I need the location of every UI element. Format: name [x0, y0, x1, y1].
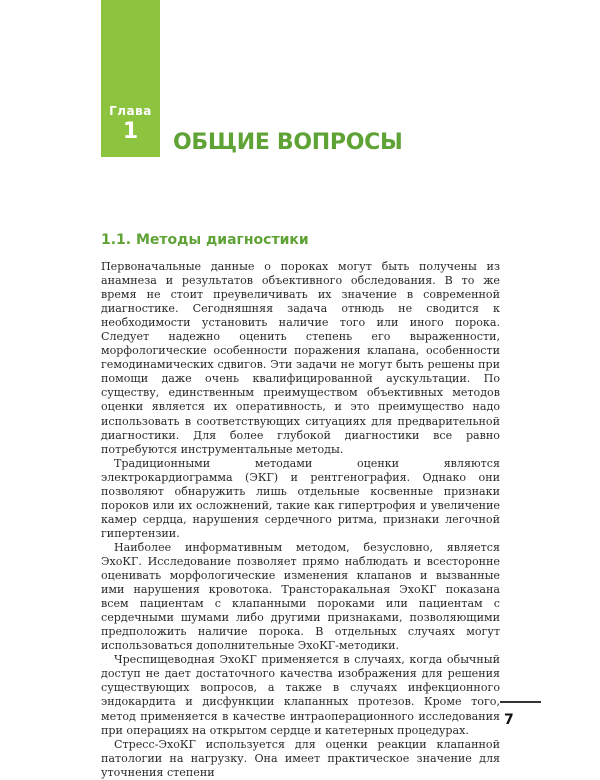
chapter-number: 1 — [122, 119, 139, 144]
paragraph: Первоначальные данные о пороках могут быть получены из анамнеза и результатов объективного обследования. В то же время не стоит преувеличивать их значение в современной диагностике. Сегодняшняя задача отнюдь не сводится к необходимости установить наличие того или иного порока. Следует надежно оценить степень его выраженности, морфологические особенности поражения клапана, особенности гемодинамических сдвигов. Эти задачи не могут быть решены при помощи даже очень квалифицированной аускультации. По существу, единственным преимуществом объективных методов оценки является их оперативность, и это преимущество надо использовать в соответствующих ситуациях для предварительной диагностики. Для более глубокой диагностики все равно потребуются инструментальные методы. — [101, 260, 500, 456]
chapter-label: Глава — [109, 104, 152, 118]
chapter-title: ОБЩИЕ ВОПРОСЫ — [173, 130, 403, 155]
paragraph: Чреспищеводная ЭхоКГ применяется в случаях, когда обычный доступ не дает достаточного качества изображения для решения существующих вопросов, а также в случаях инфекционного эндокардита и дисфункции клапанных протезов. Кроме того, метод применяется в качестве интраоперационного исследования при операциях на открытом сердце и катетерных процедурах. — [101, 653, 500, 737]
body-text — [101, 260, 500, 780]
page-number: 7 — [504, 712, 514, 728]
paragraph: Традиционными методами оценки являются электрокардиограмма (ЭКГ) и рентгенография. Однако они позволяют обнаружить лишь отдельные косвенные признаки пороков или их осложнений, такие как гипертрофия и увеличение камер сердца, нарушения сердечного ритма, признаки легочной гипертензии. — [101, 456, 500, 540]
paragraph: Наиболее информативным методом, безусловно, является ЭхоКГ. Исследование позволяет прямо наблюдать и всесторонне оценивать морфологические изменения клапанов и вызванные ими нарушения кровотока. Трансторакальная ЭхоКГ показана всем пациентам с клапанными пороками или пациентам с сердечными шумами либо другими признаками, позволяющими предположить наличие порока. В отдельных случаях могут использоваться дополнительные ЭхоКГ-методики. — [101, 540, 500, 653]
section-heading: 1.1. Методы диагностики — [101, 232, 309, 248]
footer-rule — [500, 701, 541, 703]
chapter-badge — [101, 0, 160, 157]
paragraph: Стресс-ЭхоКГ используется для оценки реакции клапанной патологии на нагрузку. Она имеет практическое значение для уточнения степени — [101, 737, 500, 779]
